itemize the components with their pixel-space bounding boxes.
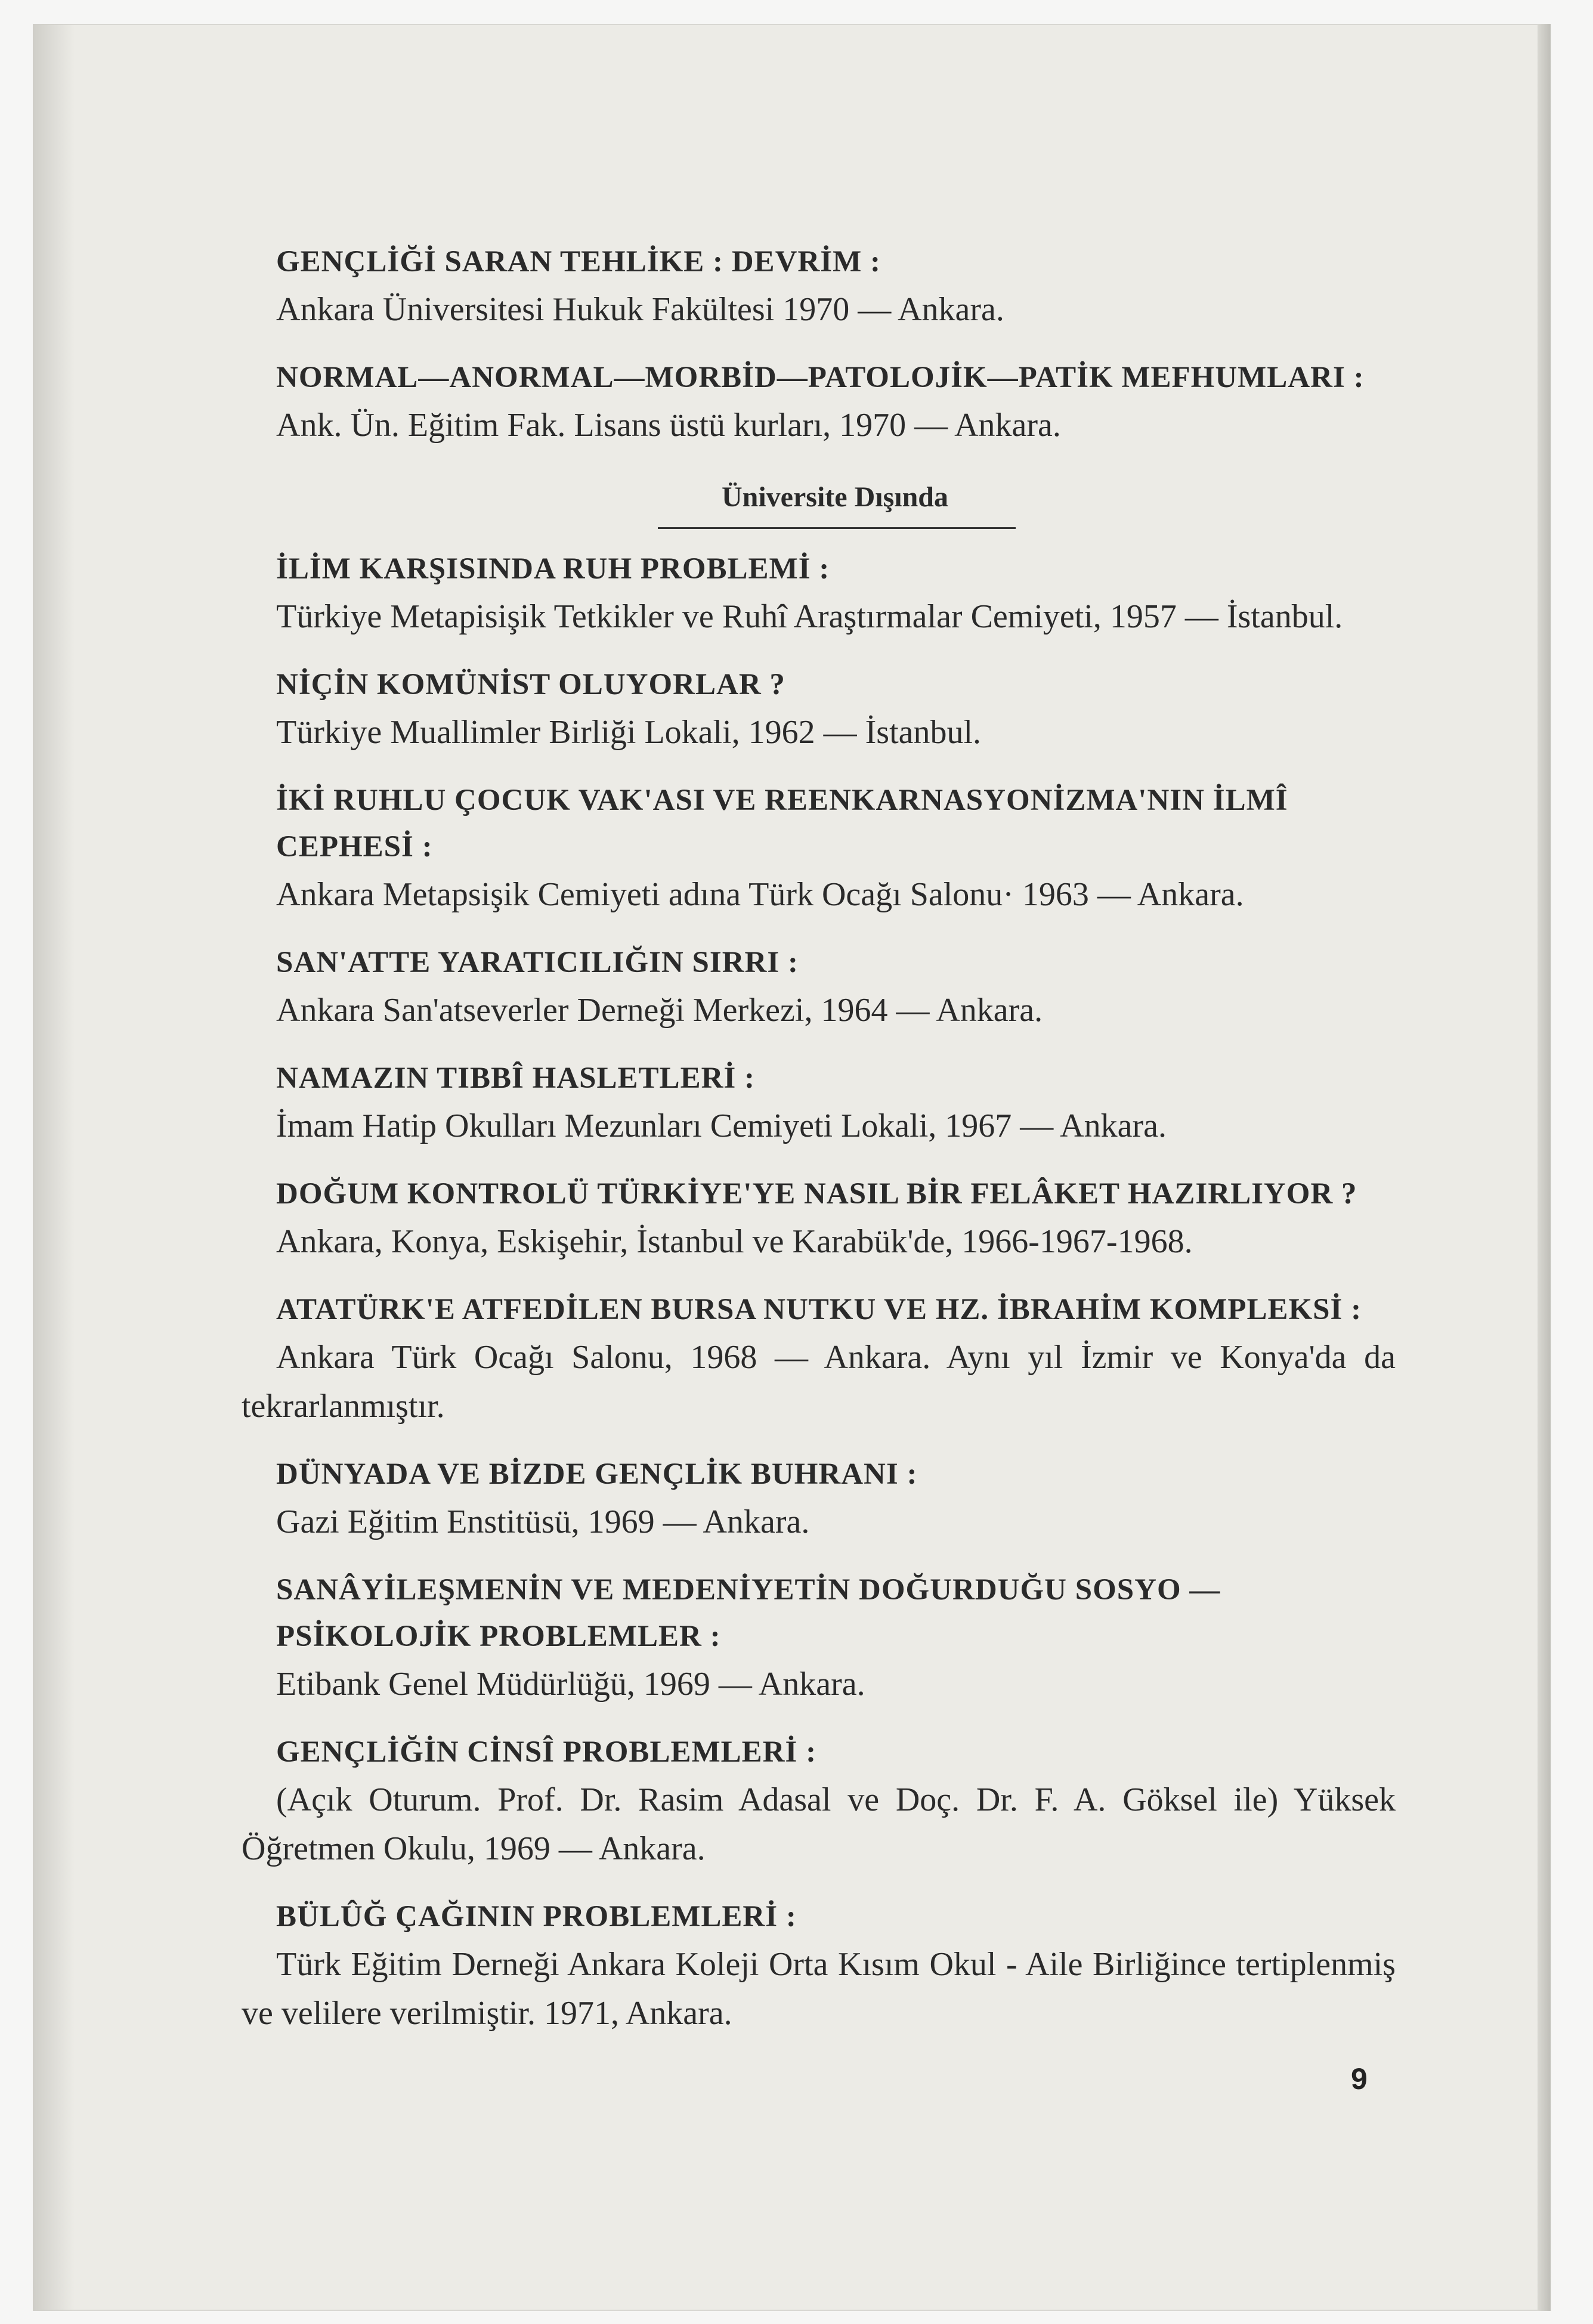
entry-title: GENÇLİĞİ SARAN TEHLİKE : DEVRİM : — [276, 245, 881, 278]
entry-title: BÜLÛĞ ÇAĞININ PROBLEMLERİ : — [276, 1900, 797, 1933]
entry-title: GENÇLİĞİN CİNSÎ PROBLEMLERİ : — [276, 1735, 817, 1769]
lecture-entry — [242, 1171, 1396, 1266]
entry-description: Etibank Genel Müdürlüğü, 1969 — Ankara. — [276, 1666, 865, 1703]
entry-title: DOĞUM KONTROLÜ TÜRKİYE'YE NASIL BİR FELÂKET HAZIRLIYOR ? — [276, 1177, 1357, 1211]
entry-description: Gazi Eğitim Enstitüsü, 1969 — Ankara. — [276, 1503, 810, 1540]
entry-title: İKİ RUHLU ÇOCUK VAK'ASI VE REENKARNASYONİZMA'NIN İLMÎ CEPHESİ : — [276, 784, 1288, 864]
section-divider — [658, 527, 1016, 529]
lecture-entry — [242, 546, 1396, 641]
entry-description: İmam Hatip Okulları Mezunları Cemiyeti Lokali, 1967 — Ankara. — [276, 1107, 1167, 1144]
lecture-entry — [242, 1451, 1396, 1546]
entry-description: Ankara, Konya, Eskişehir, İstanbul ve Karabük'de, 1966-1967-1968. — [276, 1223, 1193, 1260]
page-edge — [1538, 24, 1551, 2311]
page-content — [242, 239, 1396, 2058]
entry-description: Ank. Ün. Eğitim Fak. Lisans üstü kurları, 1970 — Ankara. — [276, 407, 1061, 444]
spine-shadow — [33, 24, 75, 2311]
entry-title: İLİM KARŞISINDA RUH PROBLEMİ : — [276, 552, 830, 586]
entry-description: Türkiye Muallimler Birliği Lokali, 1962 — İstanbul. — [276, 714, 982, 751]
entry-description: Türkiye Metapisişik Tetkikler ve Ruhî Araştırmalar Cemiyeti, 1957 — İstanbul. — [276, 598, 1343, 635]
lecture-entry — [242, 239, 1396, 334]
entry-title: NORMAL—ANORMAL—MORBİD—PATOLOJİK—PATİK MEFHUMLARI : — [276, 361, 1365, 394]
lecture-entry — [242, 777, 1396, 919]
lecture-entry — [242, 1567, 1396, 1709]
entry-title: NİÇİN KOMÜNİST OLUYORLAR ? — [276, 668, 785, 701]
entry-description: Ankara Metapsişik Cemiyeti adına Türk Ocağı Salonu· 1963 — Ankara. — [276, 876, 1244, 913]
lecture-entry — [242, 354, 1396, 450]
lecture-entry — [242, 1055, 1396, 1150]
lecture-entry — [242, 939, 1396, 1035]
section-heading: Üniversite Dışında — [721, 481, 948, 513]
entry-title: NAMAZIN TIBBÎ HASLETLERİ : — [276, 1062, 756, 1095]
entry-description: Ankara Üniversitesi Hukuk Fakültesi 1970 — Ankara. — [276, 291, 1004, 328]
page-number: 9 — [1351, 2062, 1368, 2096]
entry-description: (Açık Oturum. Prof. Dr. Rasim Adasal ve Doç. Dr. F. A. Göksel ile) Yüksek Öğretmen Okulu, 1969 — Ankara. — [242, 1781, 1396, 1867]
entry-description: Ankara Türk Ocağı Salonu, 1968 — Ankara. Aynı yıl İzmir ve Konya'da da tekrarlanmıştır. — [242, 1339, 1396, 1425]
entry-title: DÜNYADA VE BİZDE GENÇLİK BUHRANI : — [276, 1457, 918, 1491]
entry-title: SAN'ATTE YARATICILIĞIN SIRRI : — [276, 946, 799, 979]
lecture-entry — [242, 1286, 1396, 1431]
lecture-entry — [242, 1729, 1396, 1873]
entry-title: ATATÜRK'E ATFEDİLEN BURSA NUTKU VE HZ. İBRAHİM KOMPLEKSİ : — [276, 1293, 1362, 1326]
entry-description: Türk Eğitim Derneği Ankara Koleji Orta Kısım Okul - Aile Birliğince tertiplenmiş ve velilere verilmiştir. 1971, Ankara. — [242, 1946, 1396, 2032]
lecture-entry — [242, 1893, 1396, 2038]
entry-description: Ankara San'atseverler Derneği Merkezi, 1964 — Ankara. — [276, 992, 1043, 1029]
lecture-entry — [242, 661, 1396, 757]
entry-title: SANÂYİLEŞMENİN VE MEDENİYETİN DOĞURDUĞU SOSYO — PSİKOLOJİK PROBLEMLER : — [276, 1573, 1221, 1653]
